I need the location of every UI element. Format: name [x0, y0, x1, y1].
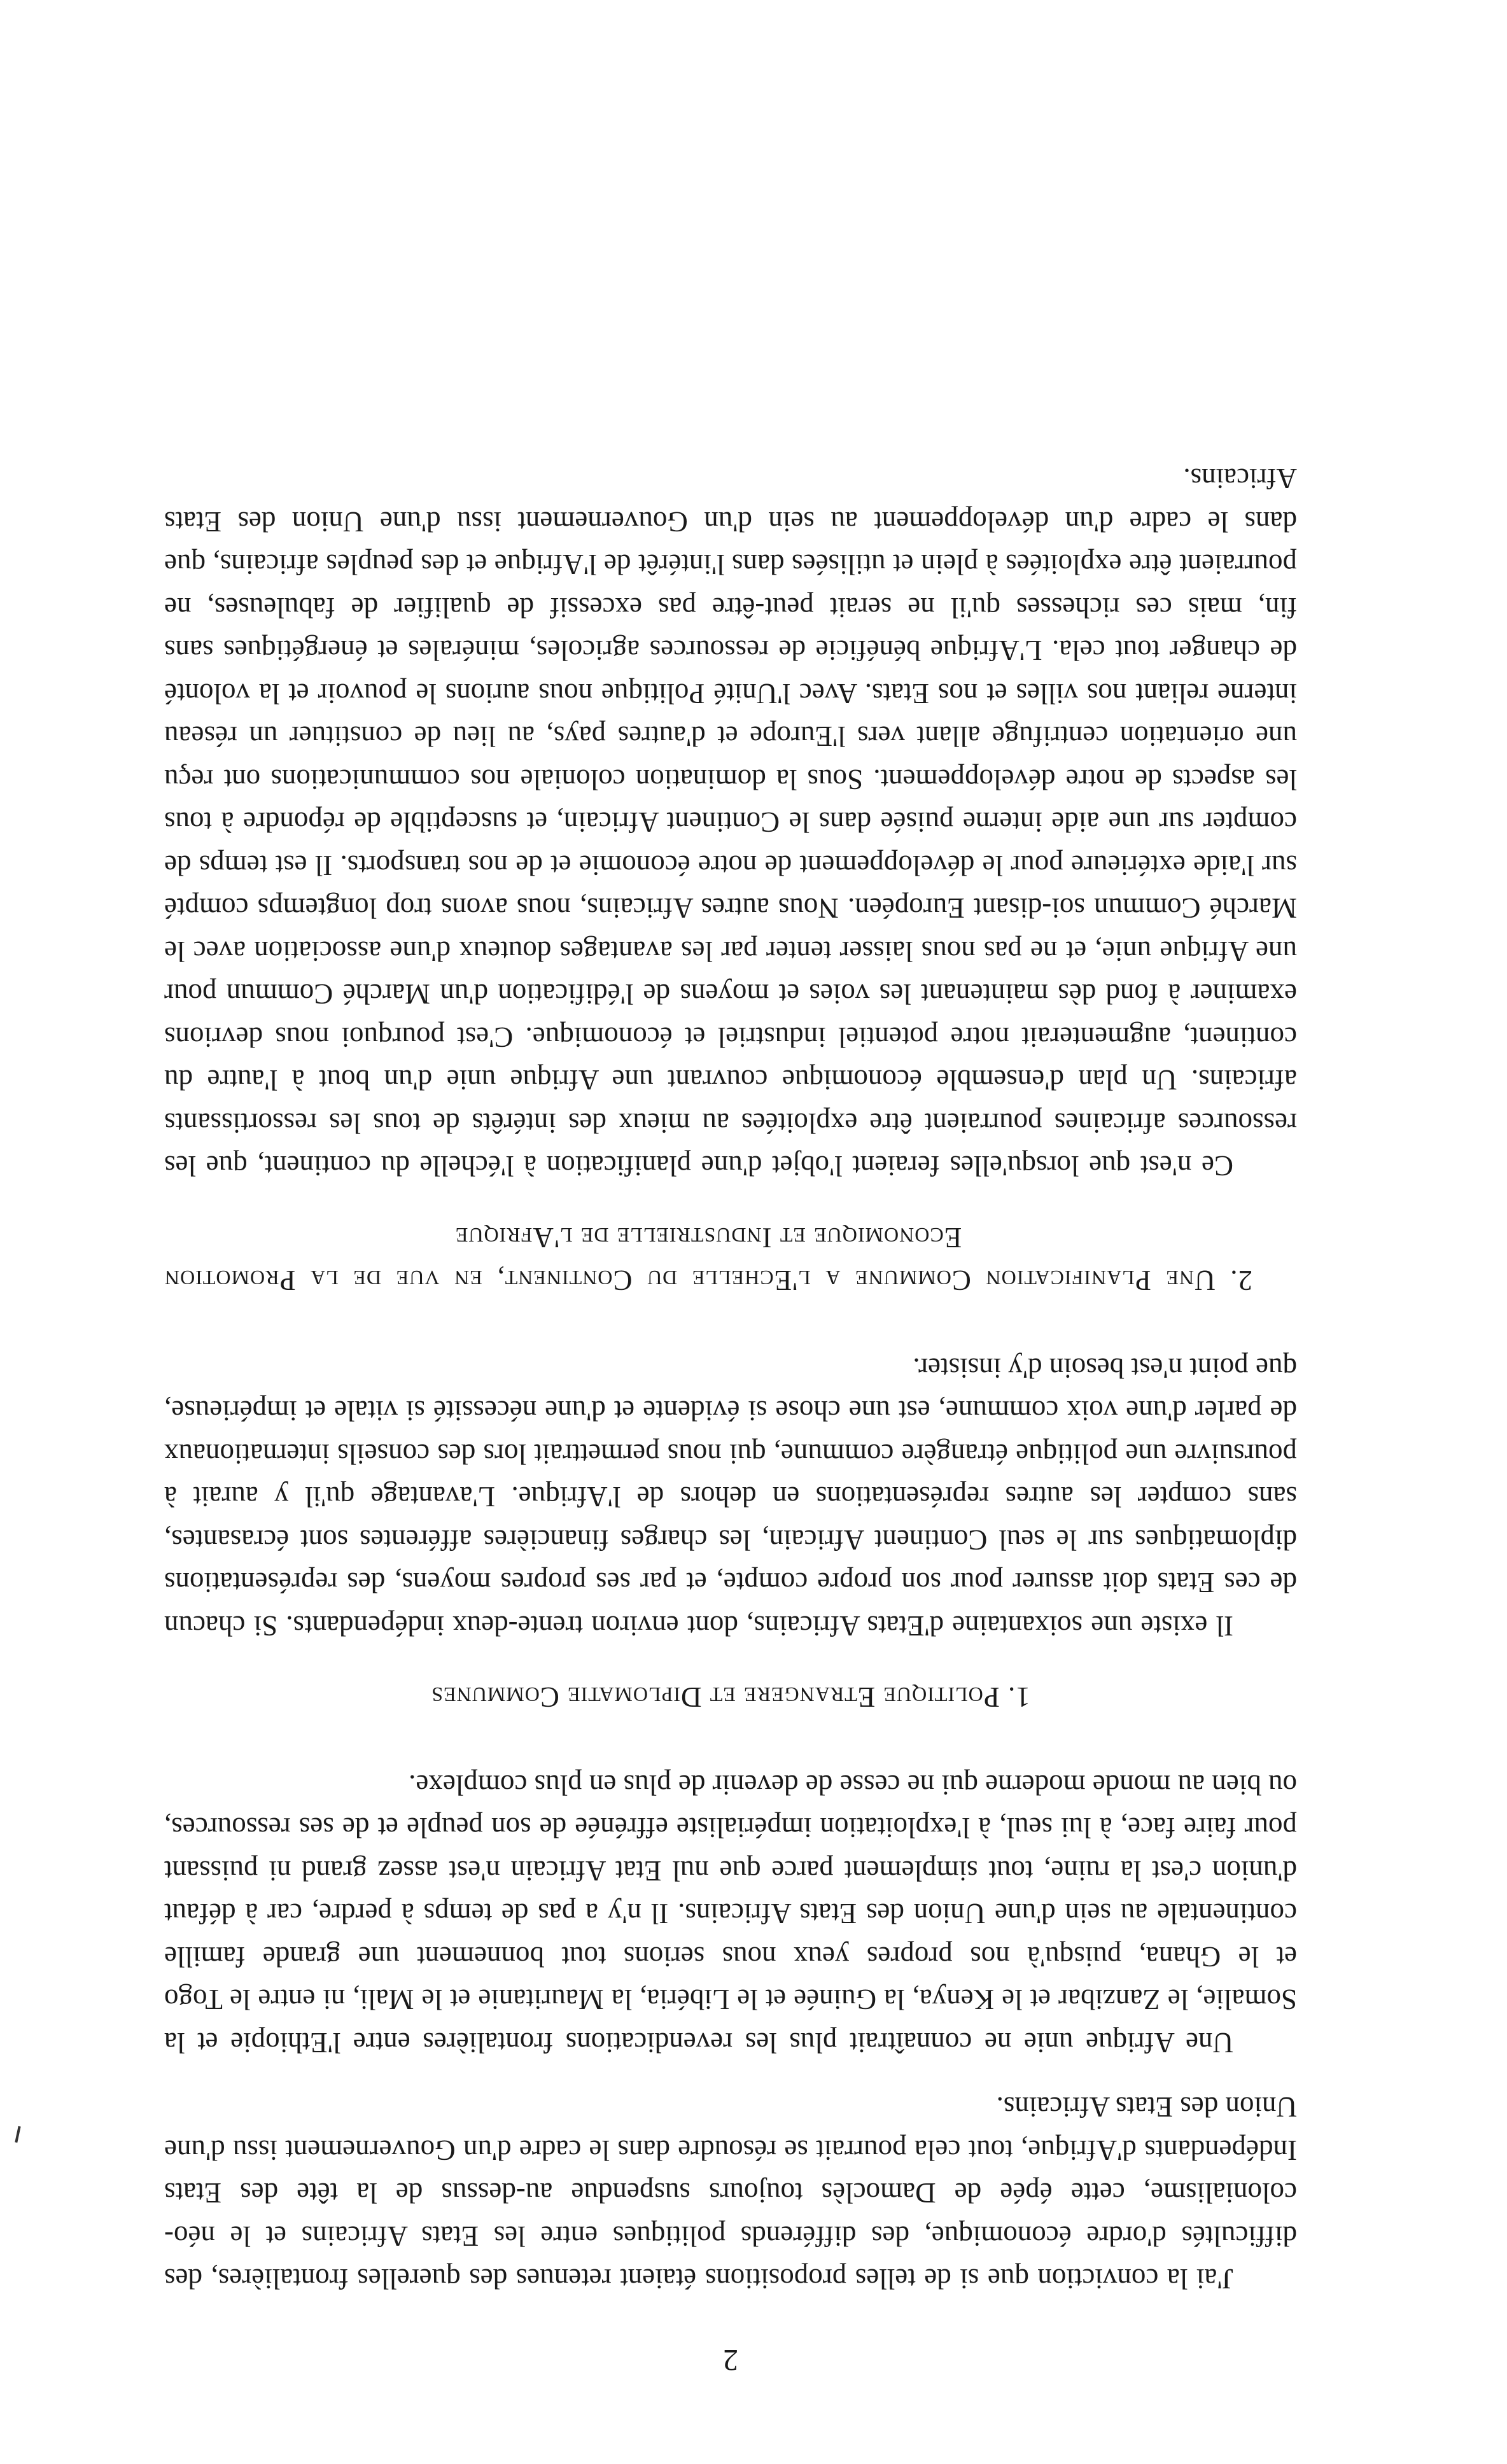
margin-mark — [15, 2126, 20, 2143]
page-number: 2 — [723, 2343, 738, 2377]
paragraph-4: Ce n'est que lorsqu'elles feraient l'objet d'une planification à l'échelle du continent, que les ressources africaines pourraient être exploitées au mieux des intérêts de tous les ressortissants africains. Un plan d'ensemble économique couvrant une Afrique unie d'un bout à l'autre du continent, augmenterait notre potentiel industriel et économique. C'est pourquoi nous devrions examiner à fond dès maintenant les voies et moyens de l'édification d'un Marché Commun pour une Afrique unie, et ne pas nous laisser tenter par les avantages douteux d'une association avec le Marché Commun soi-disant Européen. Nous autres Africains, nous avons trop longtemps compté sur l'aide extérieure pour le développement de notre économie et de nos transports. Il est temps de compter sur une aide interne puisée dans le Continent Africain, et susceptible de répondre à tous les aspects de notre développement. Sous la domination coloniale nos communications ont reçu une orientation centrifuge allant vers l'Europe et d'autres pays, au lieu de constituer un réseau interne reliant nos villes et nos Etats. Avec l'Unité Politique nous aurions le pouvoir et la volonté de changer tout cela. L'Afrique bénéficie de ressources agricoles, minérales et énergétiques sans fin, mais ces richesses qu'il ne serait peut-être pas excessif de qualifier de fabuleuses, ne pourraient être exploitées à plein et utilisées dans l'intérêt de l'Afrique et des peuples africains, que dans le cadre d'un développement au sein d'un Gouvernement issu d'une Union des Etats Africains. — [164, 463, 1297, 1182]
paragraph-2: Une Afrique unie ne connaîtrait plus les revendications frontalières entre l'Ethiopie et la Somalie, le Zanzibar et le Kenya, la Guinée et le Libéria, la Mauritanie et le Mali, ni entre le Togo et le Ghana, puisqu'à nos propres yeux nous serions tout bonnement une grande famille continentale au sein d'une Union des Etats Africains. Il n'y a pas de temps à perdre, car à défaut d'union c'est la ruine, tout simplement parce que nul Etat Africain n'est assez grand ni puissant pour faire face, à lui seul, à l'exploitation impérialiste effrénée de son peuple et de ses ressources, ou bien au monde moderne qui ne cesse de devenir de plus en plus complexe. — [164, 1769, 1297, 2059]
page-content — [164, 457, 1297, 2381]
paragraph-1: J'ai la conviction que si de telles propositions étaient retenues des querelles frontalières, des difficultés d'ordre économique, des différends politiques entre les Etats Africains et le néo-colonialisme, cette épée de Damoclès toujours suspendue au-dessus de la tête des Etats Indépendants d'Afrique, tout cela pourrait se résoudre dans le cadre d'un Gouvernement issu d'une Union des Etats Africains. — [164, 2091, 1297, 2295]
section-heading-2-text: 2. Une Planification Commune a l'Echelle du Continent, en vue de la Promotion Economique et Industrielle de l'Afrique — [164, 1222, 1252, 1297]
section-heading-1-text: 1. Politique Etrangere et Diplomatie Communes — [431, 1681, 1030, 1714]
section-heading-2 — [164, 1216, 1297, 1302]
paragraph-3: Il existe une soixantaine d'Etats Africains, dont environ trente-deux indépendants. Si chacun de ces Etats doit assurer pour son propre compte, et par ses propres moyens, des représentations diplomatiques sur le seul Continent Africain, les charges financières afférentes sont écrasantes, sans compter les autres représentations en dehors de l'Afrique. L'avantage qu'il y aurait à poursuivre une politique étrangère commune, qui nous permettrait lors des conseils internationaux de parler d'une voix commune, est une chose si évidente et d'une nécessité si vitale et impérieuse, que point n'est besoin d'y insister. — [164, 1352, 1297, 1642]
section-heading-1 — [164, 1676, 1297, 1719]
